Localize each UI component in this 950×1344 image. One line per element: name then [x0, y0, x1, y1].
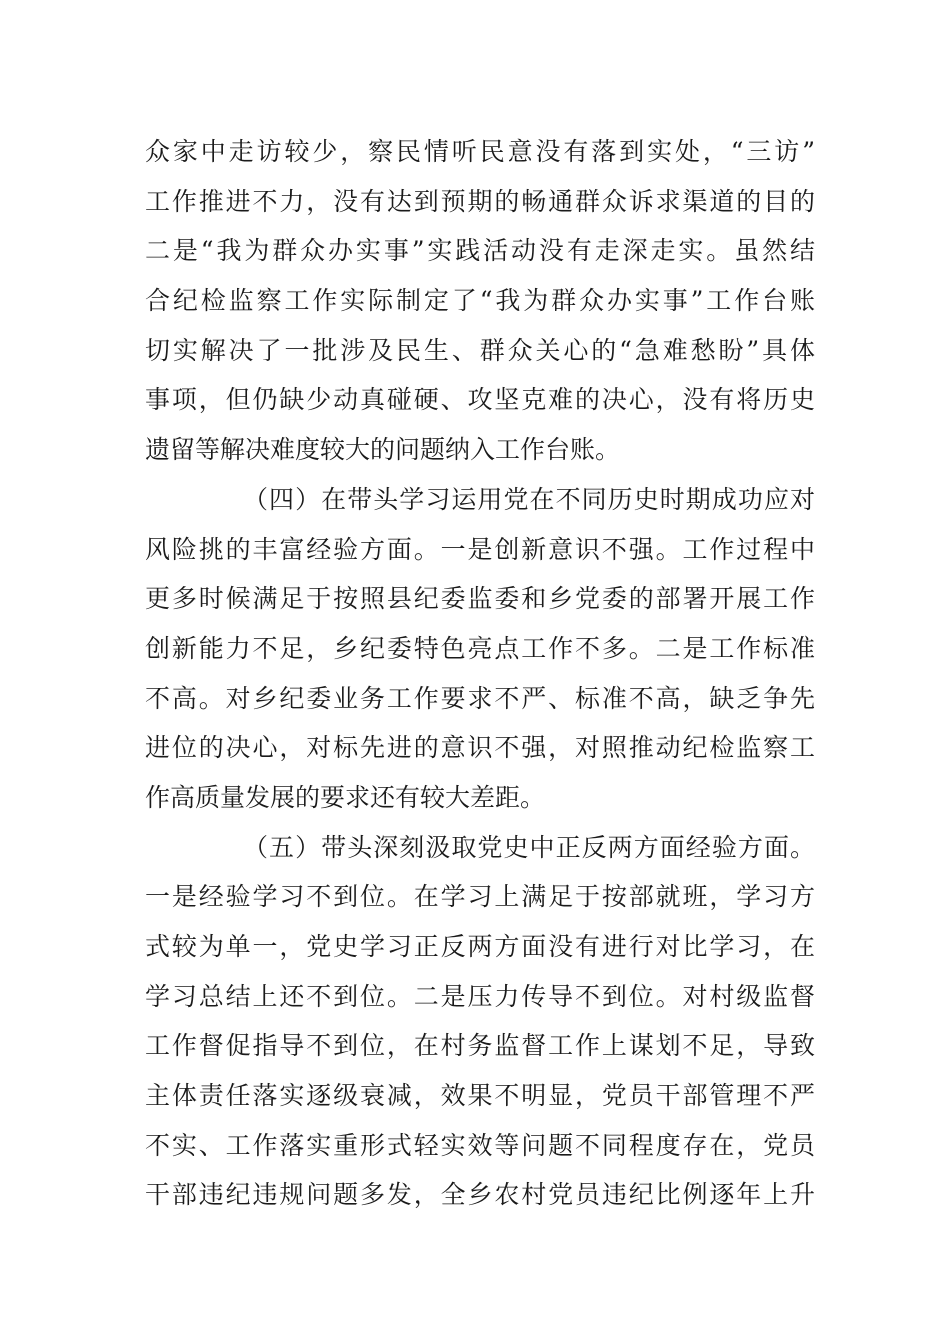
text-line: 不实、工作落实重形式轻实效等问题不同程度存在，党员 — [145, 1130, 815, 1160]
text-line: 切实解决了一批涉及民生、群众关心的“急难愁盼”具体 — [145, 335, 815, 365]
text-line: 式较为单一，党史学习正反两方面没有进行对比学习，在 — [145, 932, 815, 961]
text-line: 不高。对乡纪委业务工作要求不严、标准不高，缺乏争先 — [145, 683, 815, 713]
text-line: 更多时候满足于按照县纪委监委和乡党委的部署开展工作 — [145, 584, 815, 614]
text-line: 作高质量发展的要求还有较大差距。 — [145, 782, 546, 812]
text-line: 干部违纪违规问题多发，全乡农村党员违纪比例逐年上升 — [145, 1180, 815, 1210]
section-heading-line: （四）在带头学习运用党在不同历史时期成功应对 — [243, 484, 815, 514]
text-line: 工作推进不力，没有达到预期的畅通群众诉求渠道的目的 — [145, 186, 815, 216]
text-line: 一是经验学习不到位。在学习上满足于按部就班，学习方 — [145, 882, 815, 912]
text-line: 合纪检监察工作实际制定了“我为群众办实事”工作台账 — [145, 286, 815, 316]
text-line: 遗留等解决难度较大的问题纳入工作台账。 — [145, 435, 621, 465]
text-line: 众家中走访较少，察民情听民意没有落到实处，“三访” — [145, 137, 815, 166]
text-line: 学习总结上还不到位。二是压力传导不到位。对村级监督 — [145, 981, 815, 1011]
text-line: 进位的决心，对标先进的意识不强，对照推动纪检监察工 — [145, 733, 815, 763]
text-line: 创新能力不足，乡纪委特色亮点工作不多。二是工作标准 — [145, 633, 815, 663]
text-line: 事项，但仍缺少动真碰硬、攻坚克难的决心，没有将历史 — [145, 385, 815, 415]
text-line: 工作督促指导不到位，在村务监督工作上谋划不足，导致 — [145, 1031, 815, 1061]
body-text — [145, 127, 815, 1220]
section-heading-line: （五）带头深刻汲取党史中正反两方面经验方面。 — [243, 832, 815, 862]
text-line: 二是“我为群众办实事”实践活动没有走深走实。虽然结 — [145, 236, 815, 266]
text-line: 风险挑的丰富经验方面。一是创新意识不强。工作过程中 — [145, 534, 815, 564]
text-line: 主体责任落实逐级衰减，效果不明显，党员干部管理不严 — [145, 1081, 815, 1111]
